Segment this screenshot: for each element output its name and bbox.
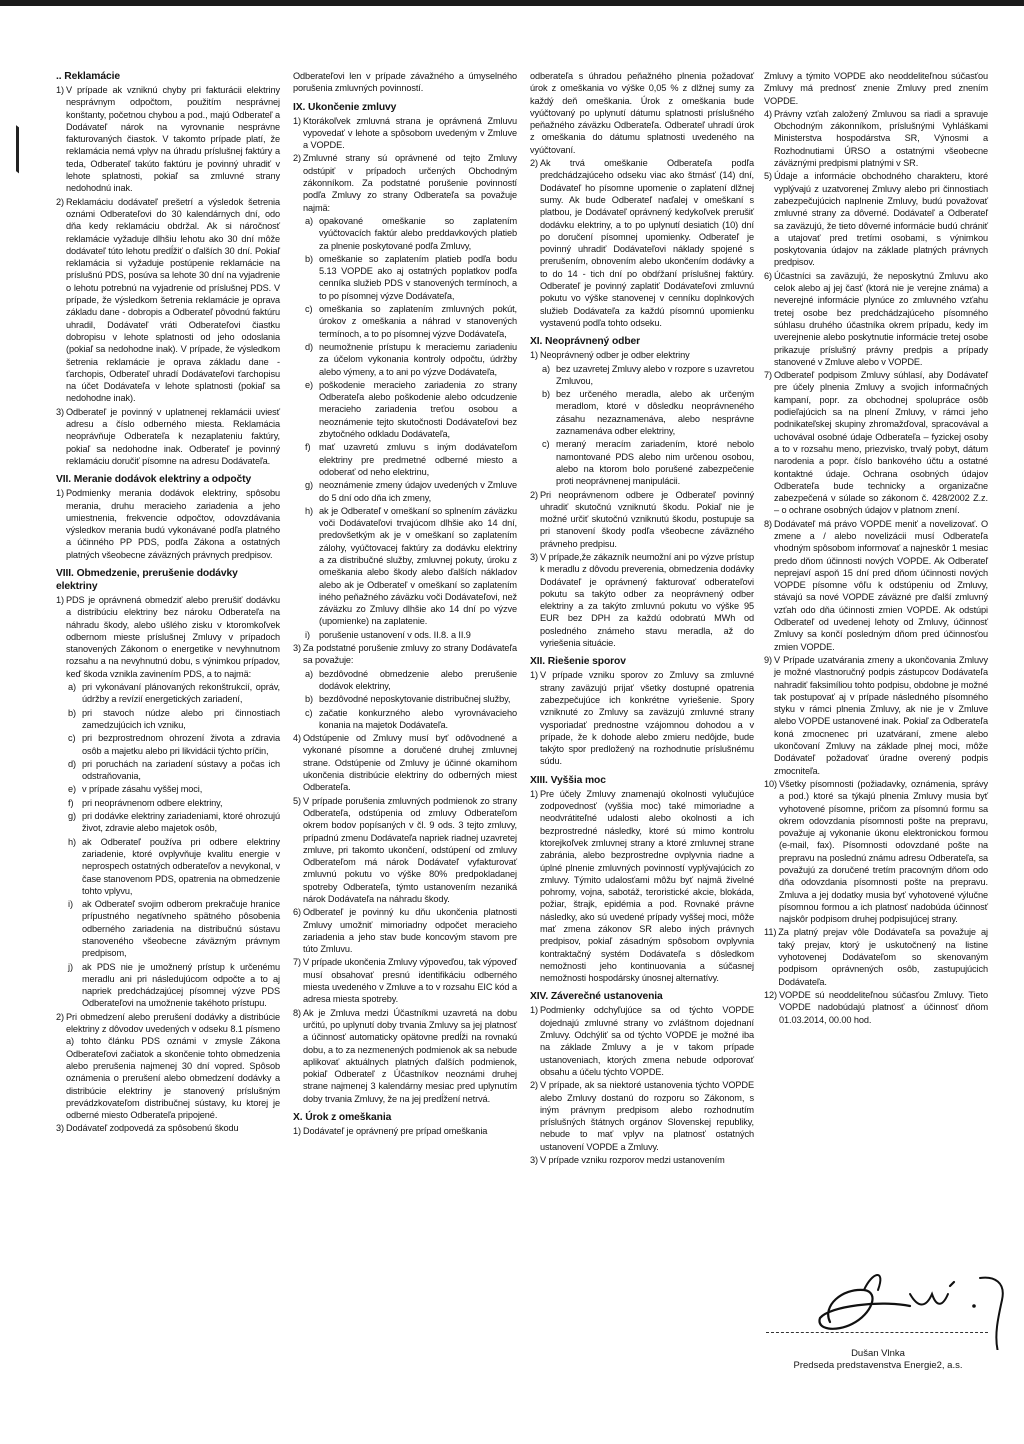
subclause-text: mať uzavretú zmluvu s iným dodávateľom elektriny pre predmetné odberné miesto a odoberať od neho elektrinu, (319, 442, 517, 477)
clause-text: Neoprávnený odber je odber elektriny (539, 350, 690, 361)
lettered-subclause (68, 758, 280, 783)
clause-text: Podmienky merania dodávok elektriny, spôsobu merania, druhu meracieho zariadenia a jeho umiestnenia, frekvencie odpočtov, odovzdávania výsledkov merania budú vykonávané podľa platného a účinného PP PDS, podľa Zákona a ostatných platných všeobecne záväzných právnych predpisov. (65, 488, 280, 560)
subclause-text: meraný meracím zariadením, ktoré nebolo namontované PDS alebo nim určenou osobou, alebo na ktorom bolo porušené zabezpečenie proti neoprávnenej manipulácii. (556, 439, 754, 487)
clause-text: Údaje a informácie obchodného charakteru, ktoré vyplývajú z uzatvorenej Zmluvy alebo pri činnostiach zabezpečujúcich naplnenie Zmluvy, budú považovať zmluvné strany za dôverné. Dodávateľ a Odberateľ sa zaväzujú, že tieto dôverné informácie budú chrániť a utajovať pred tretími osobami, s výnimkou poskytovania údajov na základe platných právnych predpisov. (773, 171, 988, 268)
subclause-text: bez určeného meradla, alebo ak určeným meradlom, ktoré v dôsledku neoprávneného zásahu nezaznamenáva, alebo nesprávne zaznamenáva odber elektriny, (556, 389, 754, 437)
subclause-letter: a) (305, 668, 313, 679)
clause-text: Reklamáciu dodávateľ prešetrí a výsledok šetrenia oznámi Odberateľovi do 30 kalendárnych dní, odo dňa kedy reklamáciu obdržal. Ak si náročnosť reklamácie vyžaduje dlhšiu lehotu ako 30 dní môže dodávateľ túto lehotu predĺžiť o ďalších 30 dní. Pokiaľ reklamácia si vyžaduje postúpenie reklamácie na príslušnú PDS, posúva sa lehote 30 dní na vyjadrenie o lehotu potrebnú na vyjadrenie od príslušnej PDS. V prípade, že výsledkom šetrenia reklamácie je oprava základu dane - dobropis a Odberateľ pôvodnú faktúru uhradil, Dodávateľ vráti Odberateľovi čiastku dobropisu v lehote splatnosti od jeho odoslania (pokiaľ sa nedohodne inak). V prípade, že výsledkom šetrenia reklamácie je oprava základu dane - ťarchopis, Odberateľ uhradí Dodávateľovi ťarchopisu na účet Dodávateľa v lehote splatnosti (pokiaľ sa nedohodne inak). (65, 196, 280, 404)
subclause-letter: f) (305, 442, 311, 453)
section-heading: VIII. Obmedzenie, prerušenie dodávky elektriny (56, 567, 238, 592)
clause-number: 9) (764, 654, 772, 665)
top-scan-edge (0, 0, 1024, 6)
lettered-subclause (305, 253, 517, 302)
clause-number: 5) (764, 171, 772, 182)
numbered-clause (530, 669, 754, 767)
numbered-clause (764, 778, 988, 926)
subclause-letter: j) (68, 961, 73, 972)
numbered-clause (530, 1154, 754, 1166)
section-heading: IX. Ukončenie zmluvy (293, 101, 397, 113)
subclause-letter: i) (305, 629, 310, 640)
subclause-letter: a) (68, 682, 76, 693)
subclause-text: pri bezprostrednom ohrození života a zdravia osôb a majetku alebo pri likvidácii týchto príčin, (82, 733, 280, 756)
subclause-text: opakované omeškanie so zaplatením vyúčtovacích faktúr alebo preddavkových platieb za plnenie poskytované podľa Zmluvy, (319, 215, 517, 251)
clause-number: 3) (293, 643, 301, 654)
numbered-clause (530, 1004, 754, 1078)
subclause-letter: a) (542, 363, 550, 374)
clause-number: 2) (56, 196, 64, 207)
clause-number: 11) (764, 927, 777, 938)
lettered-subclause (542, 363, 754, 388)
numbered-clause (293, 1125, 517, 1137)
clause-text: V prípade vzniku rozporov medzi ustanovením (539, 1155, 725, 1166)
subclause-text: bezdôvodné neposkytovanie distribučnej služby, (319, 694, 511, 705)
numbered-clause (764, 369, 988, 517)
subclause-letter: c) (68, 733, 76, 744)
lettered-subclause (68, 797, 280, 809)
numbered-clause (56, 406, 280, 467)
subclause-letter: b) (305, 694, 313, 705)
text-column-4 (764, 70, 988, 1027)
subclause-text: ak Odberateľ svojim odberom prekračuje hranice prípustného negatívneho spätného pôsobenia odberného zariadenia na distribučnú sústavu stanoveného všeobecne záväzným právnym predpisom, (82, 899, 280, 959)
numbered-clause (530, 157, 754, 329)
clause-text: V prípade ak vzniknú chyby pri fakturácii elektriny nesprávnym odpočtom, použitím nesprávnej konštanty, početnou chybou a pod., majú Odberateľ a Dodávateľ nárok na vyrovnanie nesprávne fakturovaných čiastok. V takomto prípade platí, že reklamácia nemá vplyv na úhradu príslušnej faktúry a teda, Odberateľ takúto faktúru je povinný uhradiť v lehote splatnosti, pokiaľ sa zmluvné strany nedohodnú inak. (65, 85, 280, 194)
clause-text: V Prípade uzatvárania zmeny a ukončovania Zmluvy je možné vlastnoručný podpis zástupcov Dodávateľa nahradiť faksimíliou tohto podpisu, obdobne je možné tak postupovať aj v prípade následného písomného styku v rámci plnenia Zmluvy, ak nie je v Zmluve alebo VOPDE ustanovené inak. Pokiaľ za Odberateľa koná zmocnenec pri uzatváraní, zmene alebo ukončovaní Zmluvy na základe plnej moci, môže Dodávateľ požadovať úradne overený podpis zmocniteľa. (773, 654, 988, 776)
lettered-subclause (68, 783, 280, 795)
subclause-text: začatie konkurzného alebo vyrovnávacieho konania na majetok Dodávateľa. (319, 707, 517, 730)
paragraph: Odberateľovi len v prípade závažného a úmyselného porušenia zmluvných povinností. (293, 71, 517, 94)
subclause-text: pri poruchách na zariadení sústavy a počas ich odstraňovania, (82, 758, 280, 782)
subclause-letter: h) (68, 836, 76, 847)
clause-text: V prípade ukončenia Zmluvy výpoveďou, tak výpoveď musí obsahovať presnú identifikáciu odberného miesta uvedeného v Zmluve a to v rozsahu EIC kód a adresa miesta spotreby. (302, 957, 517, 1005)
signature-line (766, 1332, 988, 1333)
numbered-clause (530, 1079, 754, 1153)
lettered-subclause (305, 505, 517, 628)
clause-text: Odstúpenie od Zmluvy musí byť odôvodnené a vykonané písomne a doručené druhej zmluvnej strane. Odstúpenie od Zmluvy je účinné okamihom ukončenia distribúcie elektriny do odberných miest Odberateľa. (302, 733, 517, 793)
lettered-subclause (305, 479, 517, 504)
clause-number: 12) (764, 989, 777, 1000)
clause-number: 1) (56, 85, 64, 95)
signatory-name: Dušan Vlnka (851, 1348, 905, 1359)
clause-number: 1) (56, 488, 64, 499)
subclause-letter: g) (305, 480, 313, 491)
subclause-text: ak je Odberateľ v omeškaní so splnením záväzku voči Dodávateľovi trvajúcom dlhšie ako 14 dní, predovšetkým ak je v omeškaní so zaplatením zálohy, vyúčtovacej faktúry za dodávku elektriny a za distribučné služby, zmluvnej pokuty, úroku z omeškania alebo škody alebo ďalších nákladov alebo ak je Odberateľ v omeškaní so zaplatením iného peňažného záväzku voči Dodávateľovi, než záväzku zo Zmluvy dlhšie ako 14 dní po výzve (upomienke) na zaplatenie. (319, 505, 517, 627)
lettered-subclause (542, 438, 754, 487)
clause-text: Za platný prejav vôle Dodávateľa sa považuje aj taký prejav, ktorý je uskutočnený na listine vyhotovenej Dodávateľom so skenovaným podpisom oprávnených osôb, zastupujúcich Dodávateľa. (778, 927, 988, 987)
clause-text: V prípade porušenia zmluvných podmienok zo strany Odberateľa, odstúpenia od zmluvy Odberateľom okrem bodov popísaných v čl. 9 ods. 3 tejto zmluvy, prípadnú zmenu Dodávateľa napriek riadnej uzavretej zmluve, pri takomto ukončení, odstúpení od zmluvy Odberateľom má nárok Dodávateľ vyfakturovať zmluvnú pokutu vo výške 80% predpokladanej spotreby Odberateľa, týmto ustanovením nezaniká nárok Dodávateľa na náhradu škody. (302, 795, 517, 904)
subclause-letter: b) (68, 707, 76, 718)
clause-text: Účastníci sa zaväzujú, že neposkytnú Zmluvu ako celok alebo aj jej časť (ktorá nie je verejne známa) a neverejné informácie plynúce zo zmluvného vzťahu tretej osobe bez predchádzajúceho písomného súhlasu druhého účastníka okrem prípadu, kedy im uverejnenie alebo poskytnutie informácie tretej osobe prikazuje príslušný právny predpis a prípady stanovené v Zmluve alebo v VOPDE. (773, 270, 988, 367)
clause-text: Dodávateľ zodpovedá za spôsobenú škodu (65, 1123, 239, 1134)
subclause-letter: g) (68, 811, 76, 822)
numbered-clause (56, 487, 280, 561)
clause-number: 1) (56, 594, 64, 605)
clause-text: Všetky písomnosti (požiadavky, oznámenia, správy a pod.) ktoré sa týkajú plnenia Zmluvy musia byť vyhotovené písomne, pričom za písomnú formu sa okrem odovzdania písomnosti pošte na prepravu, považuje aj vykonanie úkonu elektronickou formou (e-mail, fax). Písomnosti odovzdané pošte na prepravu na poslednú známu adresu Odberateľa, sa považujú za doručené tretím pracovným dňom odo dňa odovzdania písomnosti pošte na prepravu. Zmluva a jej dodatky musia byť vyhotovené výlučne písomnou formou a ich platnosť nadobúda účinnosť najskôr podpisom druhej podpisujúcej strany. (778, 778, 988, 925)
clause-number: 3) (56, 406, 64, 417)
subclause-letter: f) (68, 797, 74, 808)
clause-number: 1) (530, 788, 538, 799)
subclause-letter: e) (305, 379, 313, 390)
numbered-clause (293, 642, 517, 667)
lettered-subclause (305, 341, 517, 378)
clause-number: 1) (293, 1126, 301, 1137)
numbered-clause (764, 518, 988, 653)
clause-number: 7) (764, 370, 772, 381)
lettered-subclause (68, 898, 280, 959)
numbered-clause (56, 594, 280, 680)
subclause-letter: d) (68, 758, 76, 769)
lettered-subclause (68, 961, 280, 1010)
clause-text: V prípade, ak sa niektoré ustanovenia týchto VOPDE alebo Zmluvy dostanú do rozporu so Zákonom, s iným právnym predpisom alebo rozhodnutím príslušných štátnych orgánov Slovenskej republiky, nebude to mať vplyv na platnosť ostatných ustanovení VOPDE a Zmluvy. (539, 1080, 754, 1152)
numbered-clause (764, 989, 988, 1026)
lettered-subclause (68, 732, 280, 757)
paragraph: Zmluvy a týmito VOPDE ako neoddeliteľnou súčasťou Zmluvy má prednosť znenie Zmluvy pred znením VOPDE. (764, 71, 988, 106)
clause-number: 4) (293, 733, 301, 744)
subclause-letter: a) (305, 215, 313, 226)
clause-text: Ak je Zmluva medzi Účastníkmi uzavretá na dobu určitú, po uplynutí doby trvania Zmluvy sa jej platnosť a účinnosť automaticky opätovne predĺži na rovnakú dobu, a to za nezmenených podmienok ak sa nebude aplikovať aktuálnych platných ďalších podmienok, pokiaľ Odberateľ z Účastníkov neoznámi druhej strane najmenej 3 kalendárny mesiac pred uplynutím doby trvania Zmluvy, že na jej predĺžení netrvá. (302, 1007, 517, 1104)
lettered-subclause (68, 836, 280, 897)
clause-text: Za podstatné porušenie zmluvy zo strany Dodávateľa sa považuje: (302, 643, 517, 666)
numbered-clause (764, 654, 988, 777)
lettered-subclause (305, 379, 517, 440)
signature-block (760, 1260, 1010, 1420)
clause-number: 3) (56, 1123, 64, 1134)
numbered-clause (293, 732, 517, 793)
clause-number: 4) (764, 108, 772, 119)
lettered-subclause (305, 215, 517, 252)
clause-number: 3) (530, 551, 538, 562)
numbered-clause (764, 270, 988, 368)
clause-text: Pri neoprávnenom odbere je Odberateľ povinný uhradiť skutočnú vzniknutú škodu. Pokiaľ nie je možné určiť skutočnú vzniknutú škodu, postupuje sa pri stanovení škody podľa všeobecne záväzného právneho predpisu. (539, 489, 754, 549)
subclause-text: v prípade zásahu vyššej moci, (82, 784, 203, 795)
clause-number: 3) (530, 1155, 538, 1166)
clause-number: 8) (764, 518, 772, 529)
numbered-clause (56, 84, 280, 195)
numbered-clause (764, 926, 988, 987)
lettered-subclause (68, 810, 280, 835)
subclause-letter: h) (305, 505, 313, 516)
lettered-subclause (68, 681, 280, 706)
numbered-clause (293, 115, 517, 152)
subclause-letter: c) (542, 439, 550, 450)
subclause-text: pri vykonávaní plánovaných rekonštrukcií, opráv, údržby a revízií energetických zariadení, (82, 682, 280, 705)
text-column-1 (56, 70, 280, 1136)
clause-text: Dodávateľ má právo VOPDE meniť a novelizovať. O zmene a / alebo novelizácii musí Odberateľa vhodným spôsobom informovať a najneskôr 1 mesiac predo dňom účinnosti nových VOPDE. Ak Odberateľ neprejaví aspoň 15 dní pred dňom účinnosti nových VOPDE písomne vôľu k odstúpeniu od Zmluvy, stávajú sa nové VOPDE záväzné pre ďalší zmluvný vzťah odo dňa účinnosti zmien VOPDE. Ak odstúpi Odberateľ od uvedenej lehoty od Zmluvy, účinnosť Zmluvy sa končí posledným dňom pred účinnosťou zmien VOPDE. (773, 518, 988, 652)
subclause-letter: e) (68, 784, 76, 795)
clause-text: V prípade vzniku sporov zo Zmluvy sa zmluvné strany zaväzujú prijať všetky dostupné opatrenia zabezpečujúce ich konkrétne vyriešenie. Spory vzniknuté zo Zmluvy sa zaväzujú zmluvné strany vysporiadať prednostne vzájomnou dohodou a v prípade, že k dohode alebo zmieru nedôjde, bude takýto spor predložený na rozhodnutie príslušnému súdu. (539, 670, 754, 767)
clause-number: 10) (764, 778, 777, 789)
clause-text: Pri obmedzení alebo prerušení dodávky a distribúcie elektriny z dôvodov uvedených v odseku 8.1 písmeno a) tohto článku PDS oznámi v zmysle Zákona Odberateľovi začiatok a skončenie tohto obmedzenia alebo prerušenia najmenej 30 dní vopred. Spôsob oznámenia o prerušení alebo obmedzení dodávky a distribúcie elektriny je stanovený príslušným prevádzkovateľom distribučnej sústavy, ku ktorej je odberné miesto Odberateľa pripojené. (65, 1011, 280, 1121)
clause-text: Odberateľ je povinný v uplatnenej reklamácii uviesť adresu a číslo odberného miesta. Reklamácia neoprávňuje Odberateľa k nezaplateniu faktúry, pokiaľ sa nedohodne inak. Odberateľ je povinný reklamáciu doručiť písomne na adresu Dodávateľa. (65, 406, 280, 466)
subclause-letter: i) (68, 899, 73, 910)
numbered-clause (764, 170, 988, 268)
lettered-subclause (68, 707, 280, 732)
section-heading: XI. Neoprávnený odber (530, 336, 641, 348)
section-heading: XIV. Záverečné ustanovenia (530, 991, 663, 1003)
subclause-text: bez uzavretej Zmluvy alebo v rozpore s uzavretou Zmluvou, (556, 363, 754, 386)
numbered-clause (764, 108, 988, 169)
clause-number: 2) (293, 153, 301, 164)
numbered-clause (56, 1011, 280, 1122)
numbered-clause (530, 349, 754, 361)
subclause-letter: d) (305, 341, 313, 352)
numbered-clause (293, 152, 517, 213)
numbered-clause (293, 906, 517, 955)
numbered-clause (56, 1122, 280, 1134)
clause-text: Zmluvné strany sú oprávnené od tejto Zmluvy odstúpiť v prípadoch určených Obchodným zákonníkom. Za podstatné porušenie povinností podľa Zmluvy zo strany Odberateľa sa považuje najmä: (302, 153, 517, 213)
subclause-text: omeškanie so zaplatením platieb podľa bodu 5.13 VOPDE ako aj ostatných poplatkov podľa cenníka služieb PDS v stanovených termínoch, a to po písomnej výzve Dodávateľa, (319, 253, 517, 301)
clause-text: VOPDE sú neoddeliteľnou súčasťou Zmluvy. Tieto VOPDE nadobúdajú platnosť a účinnosť dňom 01.03.2014, 00.00 hod. (778, 989, 988, 1025)
lettered-subclause (305, 303, 517, 340)
section-heading: X. Úrok z omeškania (293, 1112, 392, 1124)
lettered-subclause (305, 629, 517, 641)
clause-text: Ak trvá omeškanie Odberateľa podľa predchádzajúceho odseku viac ako štrnásť (14) dní, Dodávateľ ho písomne upomenie o zaplatení dlžnej sumy. Ak bude Odberateľ naďalej v omeškaní s platbou, je Dodávateľ oprávnený kedykoľvek prerušiť dodávku elektriny, a to po uplynutí desiatich (10) dní po doručení písomnej upomienky. Odberateľ je povinný uhradiť Dodávateľovi náklady spojené s prerušením, obnovením alebo ukončením dodávky a to do 14 - tich dní po obdŕžaní príslušnej faktúry. Odberateľ je povinný zaplatiť Dodávateľovi zmluvnú pokutu vo výške stanovenej v cenníku doplnkových služieb Dodávateľa za každú písomnú upomienku vystavenú podľa tohto odseku. (539, 158, 754, 328)
subclause-text: pri stavoch núdze alebo pri činnostiach zamedzujúcich ich vzniku, (82, 707, 280, 730)
handwritten-signature (760, 1260, 1010, 1350)
numbered-clause (56, 196, 280, 405)
clause-text: Odberateľ podpisom Zmluvy súhlasí, aby Dodávateľ pre účely plnenia Zmluvy a svojich informačných kampaní, popr. za obchodnej spolupráce osôb podieľajúcich sa na plnení Zmluvy, v rámci jeho podnikateľskej skupiny zhromažďoval, spracovával a uchovával osobné údaje Odberateľa – fyzickej osoby a to v rozsahu meno, priezvisko, trvalý pobyt, dátum narodenia a popr. číslo bankového účtu a ostatné kontaktné údaje. Ochrana osobných údajov Odberateľa bude technicky a organizačne zabezpečená v súlade so zákonom č. 428/2002 Z.z. – o ochrane osobných údajov v platnom znení. (773, 370, 988, 516)
clause-number: 1) (530, 670, 538, 681)
clause-number: 2) (56, 1011, 64, 1022)
numbered-clause (530, 489, 754, 550)
paragraph: odberateľa s úhradou peňažného plnenia požadovať úrok z omeškania vo výške 0,05 % z dlžnej sumy za každý deň omeškania. Úrok z omeškania bude vyúčtovaný po uplynutí dátumu splatnosti príslušného peňažného záväzku Odberateľa. Odberateľ uhradí úrok z omeškania do dátumu splatnosti uvedeného na vyúčtovaní. (530, 71, 754, 155)
subclause-letter: c) (305, 304, 313, 315)
clause-text: Pre účely Zmluvy znamenajú okolnosti vylučujúce zodpovednosť (vyššia moc) také mimoriadne a neodvrátiteľné udalosti alebo okolnosti a ich bezprostredné následky, ktoré sú mimo kontrolu ktorejkoľvek zmluvnej strany a ktoré zmluvnej strane zabránia, alebo bezprostredne ovplyvnia riadne a úplné plnenie zmluvných povinností vyplývajúcich zo zmluvy. Týmito udalosťami môžu byť najmä živelné pohromy, vojna, sabotáž, teroristické akcie, blokáda, požiar, štrajk, epidémia a pod. Rovnaké právne následky, ako sú uvedené prípady vyššej moci, môže mať zmena zákonov SR alebo iných právnych predpisov, pokiaľ zásadným spôsobom ovplyvnia kontraktačný systém Dodávateľa s dôsledkom nemožnosti jeho kontinuovania a súčasnej nemožnosti hospodársky únosnej alternatívy. (539, 788, 754, 984)
clause-number: 5) (293, 795, 301, 806)
clause-number: 8) (293, 1007, 301, 1018)
clause-number: 2) (530, 158, 538, 169)
section-heading: XIII. Vyššia moc (530, 774, 606, 786)
numbered-clause (530, 551, 754, 649)
clause-number: 1) (530, 1005, 538, 1016)
clause-number: 2) (530, 489, 538, 500)
lettered-subclause (305, 441, 517, 478)
subclause-text: pri neoprávnenom odbere elektriny, (82, 797, 223, 808)
clause-number: 1) (293, 115, 301, 126)
clause-number: 2) (530, 1080, 538, 1091)
clause-number: 6) (764, 270, 772, 281)
numbered-clause (293, 956, 517, 1005)
text-column-2 (293, 70, 517, 1138)
subclause-text: ak Odberateľ používa pri odbere elektriny zariadenie, ktoré ovplyvňuje kvalitu energie v neprospech ostatných odberateľov a nevykonal, v čase stanovenom PDS, opatrenia na obmedzenie tohto vplyvu, (82, 836, 280, 896)
clause-number: 6) (293, 907, 301, 918)
subclause-text: neumožnenie prístupu k meraciemu zariadeniu za účelom vykonania kontroly odpočtu, údržby alebo výmeny, a to ani po výzve Dodávateľa, (319, 341, 517, 377)
subclause-text: porušenie ustanovení v ods. II.8. a II.9 (319, 629, 471, 640)
lettered-subclause (542, 388, 754, 437)
subclause-text: pri dodávke elektriny zariadeniami, ktoré ohrozujú život, zdravie alebo majetok osôb, (82, 811, 280, 834)
subclause-letter: b) (305, 253, 313, 264)
lettered-subclause (305, 707, 517, 732)
subclause-letter: b) (542, 389, 550, 400)
subclause-text: poškodenie meracieho zariadenia zo strany Odberateľa alebo poškodenie alebo odcudzenie meracieho zariadenia treťou osobou a neoznámenie tejto skutočnosti Dodávateľovi bez zbytočného odkladu Dodávateľa, (319, 379, 517, 440)
clause-text: Odberateľ je povinný ku dňu ukončenia platnosti Zmluvy umožniť mimoriadny odpočet meracieho zariadenia a jeho stav bude koncovým stavom pre túto Zmluvu. (302, 907, 517, 955)
section-heading: XII. Riešenie sporov (530, 656, 626, 668)
lettered-subclause (305, 693, 517, 705)
clause-number: 1) (530, 350, 538, 361)
section-heading: .. Reklamácie (56, 71, 120, 82)
numbered-clause (293, 1007, 517, 1105)
clause-text: PDS je oprávnená obmedziť alebo prerušiť dodávku a distribúciu elektriny bez nároku Odberateľa na náhradu škody, alebo ušlého zisku v ktoromkoľvek odbernom mieste príslušnej Zmluvy v prípadoch stanovených Zákonom o energetike v nevyhnutnom rozsahu a na nevyhnutnú dobu, s výnimkou prípadov, keď škoda vznikla zavinením PDS, a to najmä: (65, 594, 280, 679)
subclause-text: ak PDS nie je umožnený prístup k určenému meradlu ani pri následujúcom odpočte a to aj napriek predchádzajúcej písomnej výzve PDS Odberateľovi na umožnenie takéhoto prístupu. (82, 961, 280, 1009)
text-column-3 (530, 70, 754, 1167)
subclause-text: neoznámenie zmeny údajov uvedených v Zmluve do 5 dní odo dňa ich zmeny, (319, 480, 517, 503)
subclause-text: bezdôvodné obmedzenie alebo prerušenie dodávok elektriny, (319, 668, 517, 691)
clause-number: 7) (293, 957, 301, 968)
numbered-clause (293, 795, 517, 906)
clause-text: Podmienky odchyľujúce sa od týchto VOPDE dojednajú zmluvné strany vo zvláštnom dojednaní Zmluvy. Odchýliť sa od týchto VOPDE je možné iba na základe Zmluvy a je v takom prípade ustanoveniach, ktorých zmena nebude odporovať obsahu a účelu týchto VOPDE. (539, 1005, 754, 1077)
numbered-clause (530, 788, 754, 985)
clause-text: Ktorákoľvek zmluvná strana je oprávnená Zmluvu vypovedať v lehote a spôsobom uvedeným v Zmluve a VOPDE. (302, 115, 517, 151)
signatory-role: Predseda predstavenstva Energie2, a.s. (793, 1360, 963, 1371)
subclause-text: omeškania so zaplatením zmluvných pokút, úrokov z omeškania a náhrad v stanovených termínoch, a to po písomnej výzve Dodávateľa, (319, 304, 517, 339)
section-heading: VII. Meranie dodávok elektriny a odpočty (56, 474, 252, 486)
scan-edge-mark (0, 113, 19, 174)
clause-text: Dodávateľ je oprávnený pre prípad omeškania (302, 1126, 488, 1137)
clause-text: V prípade,že zákazník neumožní ani po výzve prístup k meradlu z dôvodu preverenia, obmedzenia dodávky Dodávateľ je oprávnený fakturovať odberateľovi pokutu sa takýto odber za neoprávnený odber elektriny a za takýto zmluvnú pokutu vo výške 95 EUR bez DPH za každú odobratú MWh od posledného známeho stavu meradla, až do vyriešenia situácie. (539, 551, 754, 649)
lettered-subclause (305, 668, 517, 693)
subclause-letter: c) (305, 707, 313, 718)
clause-text: Právny vzťah založený Zmluvou sa riadi a spravuje Obchodným zákonníkom, príslušnými Vyhláškami Ministerstva hospodárstva SR, Výnosmi a Rozhodnutiami ÚRSO a ostatnými všeobecne záväznými predpismi platnými v SR. (773, 108, 988, 169)
